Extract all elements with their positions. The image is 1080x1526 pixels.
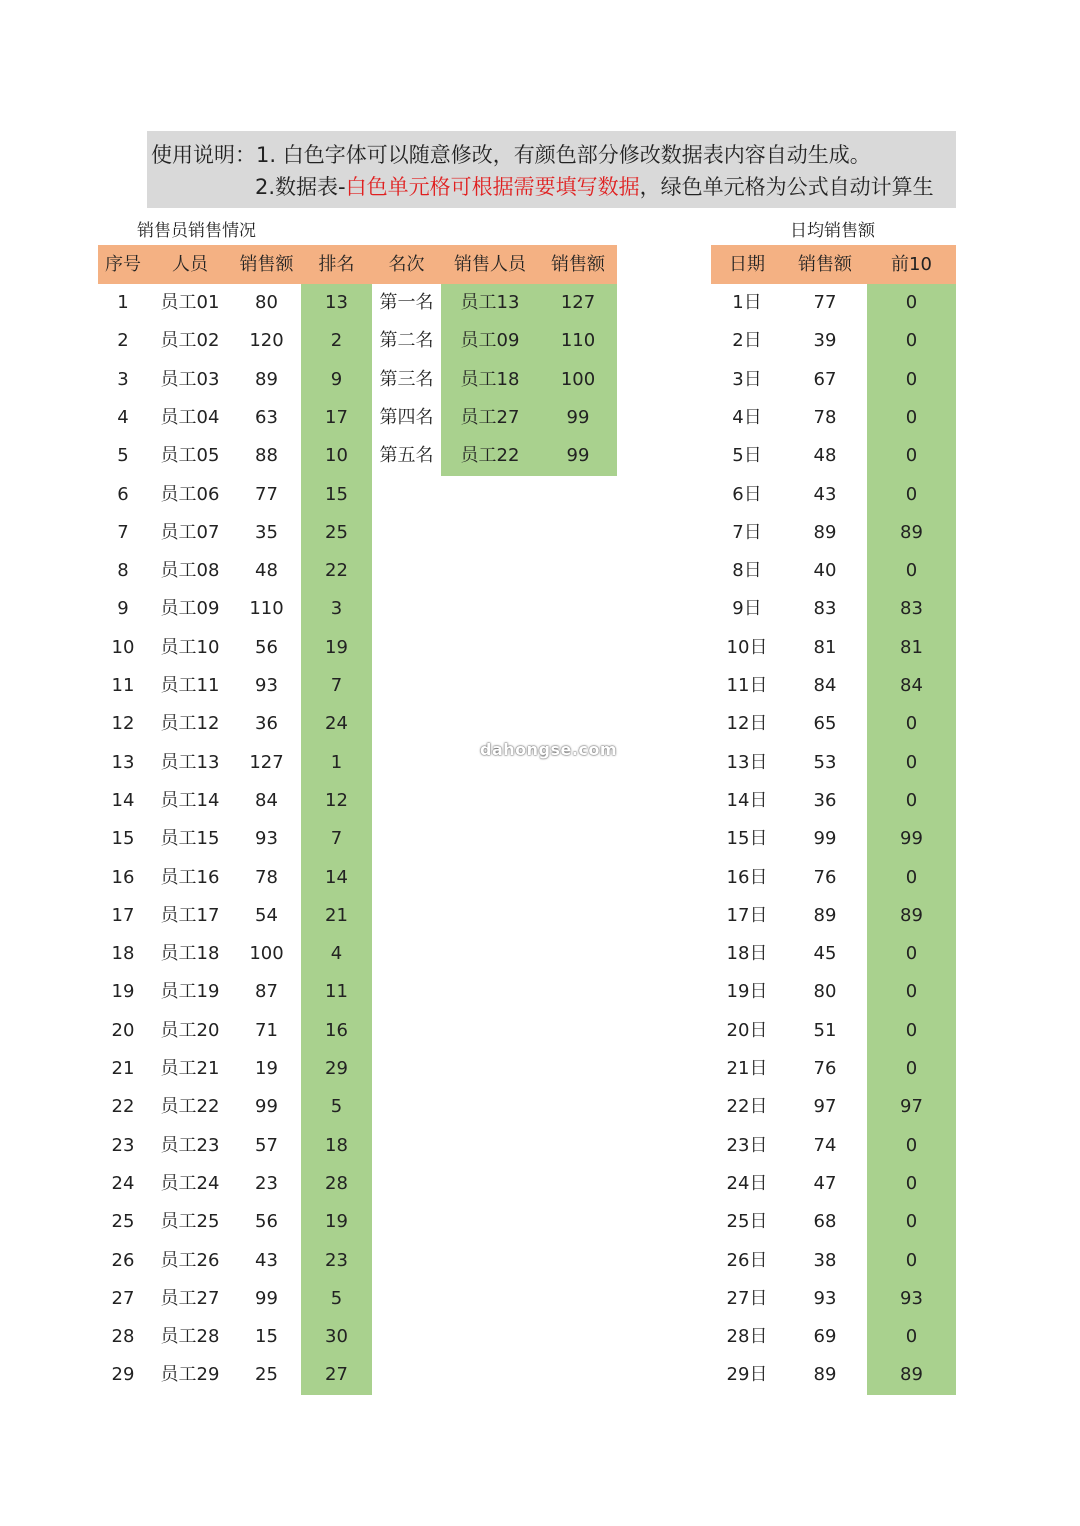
staff-sales-cell: 120 — [249, 330, 284, 352]
daily-sales-cell: 74 — [813, 1134, 837, 1156]
staff-no-cell: 22 — [111, 1096, 135, 1118]
daily-top10-cell: 0 — [905, 981, 918, 1003]
daily-date-cell: 3日 — [732, 368, 762, 390]
daily-top10-cell: 0 — [905, 713, 918, 735]
top5-place-cell: 第三名 — [379, 368, 434, 390]
staff-rank-cell: 15 — [325, 483, 348, 505]
daily-top10-cell: 0 — [905, 406, 918, 428]
staff-name-cell: 员工16 — [160, 866, 220, 888]
daily-top10-cell: 0 — [905, 483, 918, 505]
instruction-line-2 — [255, 171, 934, 201]
daily-date-cell: 24日 — [726, 1172, 768, 1194]
staff-rank-cell: 28 — [325, 1172, 348, 1194]
staff-no-cell: 26 — [111, 1249, 135, 1271]
daily-sales-cell: 36 — [813, 789, 837, 811]
daily-date-cell: 20日 — [726, 1019, 768, 1041]
top5-name-cell: 员工22 — [460, 445, 520, 467]
top5-name-cell: 员工09 — [460, 330, 520, 352]
staff-rank-cell: 22 — [325, 560, 348, 582]
staff-name-cell: 员工04 — [160, 406, 220, 428]
staff-sales-cell: 93 — [255, 675, 278, 696]
daily-date-cell: 22日 — [726, 1096, 768, 1118]
staff-name-cell: 员工06 — [160, 483, 220, 505]
daily-sales-cell: 84 — [813, 675, 837, 696]
staff-name-cell: 员工25 — [160, 1211, 220, 1233]
staff-no-cell: 29 — [111, 1364, 135, 1386]
staff-rank-cell: 21 — [325, 904, 348, 926]
staff-no-cell: 25 — [111, 1211, 135, 1233]
daily-date-cell: 26日 — [726, 1249, 768, 1271]
staff-name-cell: 员工10 — [160, 636, 220, 658]
top5-name-cell: 员工27 — [460, 406, 520, 428]
staff-rank-cell: 16 — [325, 1019, 348, 1041]
header-top-sales: 销售额 — [551, 254, 605, 275]
staff-rank-cell: 23 — [325, 1249, 348, 1271]
daily-date-cell: 18日 — [726, 943, 768, 965]
staff-name-cell: 员工14 — [160, 789, 220, 811]
staff-sales-cell: 23 — [255, 1172, 278, 1194]
staff-rank-cell: 3 — [330, 598, 343, 620]
daily-sales-cell: 97 — [813, 1096, 837, 1118]
staff-no-cell: 9 — [117, 598, 129, 620]
staff-rank-cell: 17 — [325, 406, 348, 428]
right-table-caption: 日均销售额 — [790, 221, 875, 241]
daily-top10-cell: 0 — [905, 1211, 918, 1233]
staff-no-cell: 16 — [111, 866, 135, 888]
daily-sales-cell: 68 — [813, 1211, 837, 1233]
staff-name-cell: 员工27 — [160, 1287, 220, 1309]
daily-top10-cell: 0 — [905, 1134, 918, 1156]
staff-name-cell: 员工26 — [160, 1249, 220, 1271]
staff-name-cell: 员工12 — [160, 713, 220, 735]
daily-date-cell: 14日 — [726, 789, 768, 811]
staff-no-cell: 19 — [111, 981, 135, 1003]
daily-date-cell: 21日 — [726, 1058, 768, 1079]
daily-sales-cell: 89 — [813, 521, 837, 543]
daily-date-cell: 9日 — [732, 598, 762, 620]
top5-sales-cell: 110 — [560, 330, 596, 352]
staff-rank-cell: 5 — [330, 1287, 343, 1309]
left-table-caption: 销售员销售情况 — [137, 221, 256, 241]
daily-sales-cell: 47 — [813, 1172, 837, 1194]
staff-sales-cell: 99 — [255, 1287, 278, 1309]
staff-rank-cell: 4 — [330, 943, 343, 965]
staff-no-cell: 7 — [117, 521, 129, 543]
header-place: 名次 — [388, 254, 425, 275]
daily-sales-cell: 51 — [813, 1019, 837, 1041]
staff-name-cell: 员工08 — [160, 560, 220, 582]
daily-sales-cell: 89 — [813, 1364, 837, 1386]
staff-no-cell: 1 — [117, 292, 129, 313]
staff-sales-cell: 71 — [255, 1019, 278, 1041]
staff-no-cell: 10 — [111, 636, 135, 658]
staff-sales-cell: 63 — [255, 406, 278, 428]
staff-name-cell: 员工09 — [160, 598, 220, 620]
staff-rank-cell: 11 — [325, 981, 348, 1003]
staff-name-cell: 员工15 — [160, 828, 220, 850]
header-daily-sales: 销售额 — [798, 254, 852, 275]
staff-rank-cell: 2 — [330, 330, 343, 352]
staff-no-cell: 8 — [117, 560, 129, 582]
daily-top10-cell: 81 — [900, 636, 923, 658]
daily-sales-cell: 81 — [813, 636, 837, 658]
daily-sales-cell: 43 — [813, 483, 837, 505]
instruction-line-2-red: 白色单元格可根据需要填写数据 — [345, 175, 640, 199]
staff-rank-cell: 5 — [330, 1096, 343, 1118]
header-rank: 排名 — [318, 254, 355, 275]
daily-date-cell: 27日 — [726, 1287, 768, 1309]
staff-no-cell: 14 — [111, 789, 135, 811]
staff-name-cell: 员工11 — [160, 675, 220, 696]
staff-rank-cell: 24 — [325, 713, 348, 735]
staff-name-cell: 员工28 — [160, 1326, 220, 1348]
staff-rank-cell: 9 — [330, 368, 343, 390]
daily-top10-cell: 0 — [905, 1058, 918, 1079]
staff-sales-cell: 99 — [255, 1096, 278, 1118]
top5-sales-cell: 99 — [566, 406, 590, 428]
staff-sales-cell: 89 — [255, 368, 278, 390]
daily-date-cell: 11日 — [726, 675, 768, 696]
daily-date-cell: 1日 — [732, 292, 762, 313]
daily-top10-cell: 0 — [905, 292, 918, 313]
daily-date-cell: 5日 — [732, 445, 762, 467]
daily-sales-cell: 65 — [813, 713, 837, 735]
staff-sales-cell: 35 — [255, 521, 278, 543]
daily-date-cell: 16日 — [726, 866, 768, 888]
staff-sales-cell: 77 — [255, 483, 278, 505]
daily-top10-cell: 84 — [900, 675, 923, 696]
staff-name-cell: 员工01 — [160, 292, 220, 313]
staff-sales-cell: 25 — [255, 1364, 278, 1386]
staff-sales-cell: 110 — [249, 598, 284, 620]
daily-top10-cell: 0 — [905, 1326, 918, 1348]
daily-top10-cell: 0 — [905, 789, 918, 811]
staff-name-cell: 员工07 — [160, 521, 220, 543]
staff-rank-cell: 19 — [325, 636, 348, 658]
top5-sales-cell: 127 — [560, 292, 596, 313]
staff-name-cell: 员工23 — [160, 1134, 220, 1156]
daily-date-cell: 13日 — [726, 751, 768, 773]
staff-name-cell: 员工03 — [160, 368, 220, 390]
staff-name-cell: 员工18 — [160, 943, 220, 965]
header-date: 日期 — [729, 254, 765, 275]
daily-date-cell: 19日 — [726, 981, 768, 1003]
header-top10: 前10 — [891, 254, 932, 275]
staff-name-cell: 员工21 — [160, 1058, 220, 1079]
staff-sales-cell: 100 — [249, 943, 284, 965]
staff-name-cell: 员工19 — [160, 981, 220, 1003]
daily-date-cell: 25日 — [726, 1211, 768, 1233]
staff-rank-cell: 27 — [325, 1364, 348, 1386]
daily-sales-cell: 69 — [813, 1326, 837, 1348]
staff-no-cell: 21 — [111, 1058, 135, 1079]
daily-top10-cell: 99 — [900, 828, 923, 850]
daily-sales-cell: 76 — [813, 866, 837, 888]
staff-sales-cell: 56 — [255, 636, 278, 658]
daily-top10-cell: 0 — [905, 368, 918, 390]
daily-top10-cell: 0 — [905, 330, 918, 352]
staff-name-cell: 员工20 — [160, 1019, 220, 1041]
daily-top10-cell: 0 — [905, 866, 918, 888]
daily-date-cell: 7日 — [732, 521, 762, 543]
daily-date-cell: 23日 — [726, 1134, 768, 1156]
staff-name-cell: 员工02 — [160, 330, 220, 352]
staff-rank-cell: 19 — [325, 1211, 348, 1233]
staff-name-cell: 员工17 — [160, 904, 220, 926]
staff-name-cell: 员工05 — [160, 445, 220, 467]
staff-no-cell: 11 — [111, 675, 135, 696]
daily-top10-cell: 89 — [900, 904, 923, 926]
staff-sales-cell: 54 — [255, 904, 278, 926]
daily-date-cell: 2日 — [732, 330, 762, 352]
staff-no-cell: 27 — [111, 1287, 135, 1309]
staff-rank-cell: 18 — [325, 1134, 348, 1156]
daily-date-cell: 8日 — [732, 560, 762, 582]
staff-rank-cell: 14 — [325, 866, 348, 888]
daily-top10-cell: 89 — [900, 521, 923, 543]
daily-sales-cell: 45 — [813, 943, 837, 965]
staff-no-cell: 13 — [111, 751, 135, 773]
staff-rank-cell: 1 — [330, 751, 343, 773]
daily-date-cell: 17日 — [726, 904, 768, 926]
top5-place-cell: 第五名 — [379, 445, 434, 467]
daily-sales-cell: 76 — [813, 1058, 837, 1079]
instruction-line-2-prefix: 2.数据表- — [255, 175, 346, 199]
staff-no-cell: 20 — [111, 1019, 135, 1041]
staff-sales-cell: 43 — [255, 1249, 278, 1271]
daily-sales-cell: 77 — [813, 292, 837, 313]
header-sales: 销售额 — [239, 254, 294, 275]
staff-name-cell: 员工24 — [160, 1172, 220, 1194]
daily-sales-cell: 39 — [813, 330, 837, 352]
staff-sales-cell: 57 — [255, 1134, 278, 1156]
daily-date-cell: 10日 — [726, 636, 768, 658]
daily-date-cell: 12日 — [726, 713, 768, 735]
staff-no-cell: 28 — [111, 1326, 135, 1348]
top5-place-cell: 第四名 — [379, 406, 434, 428]
instruction-line-2-suffix: ，绿色单元格为公式自动计算生 — [639, 175, 934, 199]
instruction-note — [147, 131, 956, 208]
top5-name-cell: 员工18 — [460, 368, 520, 390]
staff-no-cell: 12 — [111, 713, 135, 735]
daily-top10-cell: 0 — [905, 943, 918, 965]
staff-no-cell: 5 — [117, 445, 129, 467]
daily-date-cell: 15日 — [726, 828, 768, 850]
daily-date-cell: 28日 — [726, 1326, 768, 1348]
daily-sales-cell: 78 — [813, 406, 837, 428]
daily-top10-cell: 89 — [900, 1364, 923, 1386]
staff-rank-cell: 7 — [330, 675, 343, 696]
staff-sales-cell: 48 — [255, 560, 278, 582]
staff-sales-cell: 15 — [255, 1326, 278, 1348]
daily-sales-cell: 67 — [813, 368, 837, 390]
daily-sales-cell: 40 — [813, 560, 837, 582]
staff-name-cell: 员工13 — [160, 751, 220, 773]
staff-no-cell: 6 — [117, 483, 129, 505]
staff-rank-cell: 29 — [325, 1058, 348, 1079]
staff-sales-cell: 56 — [255, 1211, 278, 1233]
daily-sales-cell: 48 — [813, 445, 837, 467]
header-seq: 序号 — [105, 254, 141, 275]
daily-top10-cell: 0 — [905, 1249, 918, 1271]
top5-name-cell: 员工13 — [460, 292, 520, 313]
staff-rank-cell: 13 — [325, 292, 348, 313]
daily-sales-cell: 93 — [813, 1287, 837, 1309]
staff-sales-cell: 78 — [255, 866, 278, 888]
daily-top10-cell: 0 — [905, 445, 918, 467]
daily-sales-cell: 99 — [813, 828, 837, 850]
daily-top10-cell: 0 — [905, 560, 918, 582]
staff-rank-cell: 12 — [325, 789, 348, 811]
staff-sales-cell: 19 — [255, 1058, 278, 1079]
daily-top10-cell: 93 — [900, 1287, 923, 1309]
staff-sales-cell: 88 — [255, 445, 278, 467]
daily-top10-cell: 97 — [900, 1096, 923, 1118]
staff-rank-cell: 25 — [325, 521, 348, 543]
staff-sales-cell: 80 — [255, 292, 278, 313]
instruction-line-1: 使用说明：1. 白色字体可以随意修改，有颜色部分修改数据表内容自动生成。 — [151, 143, 871, 167]
daily-sales-cell: 80 — [813, 981, 837, 1003]
top5-place-cell: 第二名 — [379, 330, 434, 352]
daily-date-cell: 6日 — [732, 483, 762, 505]
daily-top10-cell: 0 — [905, 1019, 918, 1041]
daily-sales-cell: 53 — [813, 751, 837, 773]
staff-no-cell: 3 — [117, 368, 129, 390]
daily-date-cell: 29日 — [726, 1364, 768, 1386]
staff-no-cell: 17 — [111, 904, 135, 926]
staff-sales-cell: 127 — [249, 751, 284, 773]
daily-date-cell: 4日 — [732, 406, 762, 428]
daily-top10-cell: 0 — [905, 751, 918, 773]
watermark: dahongse.com — [480, 740, 618, 759]
daily-top10-cell: 0 — [905, 1172, 918, 1194]
staff-rank-cell: 7 — [330, 828, 343, 850]
staff-no-cell: 2 — [117, 330, 129, 352]
staff-no-cell: 4 — [117, 406, 129, 428]
staff-name-cell: 员工29 — [160, 1364, 220, 1386]
staff-no-cell: 15 — [111, 828, 135, 850]
daily-top10-cell: 83 — [900, 598, 923, 620]
daily-sales-cell: 89 — [813, 904, 837, 926]
staff-rank-cell: 10 — [325, 445, 348, 467]
staff-sales-cell: 87 — [255, 981, 278, 1003]
staff-name-cell: 员工22 — [160, 1096, 220, 1118]
staff-sales-cell: 36 — [255, 713, 278, 735]
daily-sales-cell: 38 — [813, 1249, 837, 1271]
staff-no-cell: 18 — [111, 943, 135, 965]
top5-sales-cell: 99 — [566, 445, 590, 467]
staff-no-cell: 24 — [111, 1172, 135, 1194]
header-salesperson: 销售人员 — [454, 254, 526, 275]
header-person: 人员 — [172, 254, 208, 275]
top5-sales-cell: 100 — [560, 368, 596, 390]
top5-place-cell: 第一名 — [379, 292, 434, 313]
staff-sales-cell: 84 — [255, 789, 278, 811]
staff-no-cell: 23 — [111, 1134, 135, 1156]
staff-rank-cell: 30 — [325, 1326, 348, 1348]
staff-sales-cell: 93 — [255, 828, 278, 850]
daily-sales-cell: 83 — [813, 598, 837, 620]
